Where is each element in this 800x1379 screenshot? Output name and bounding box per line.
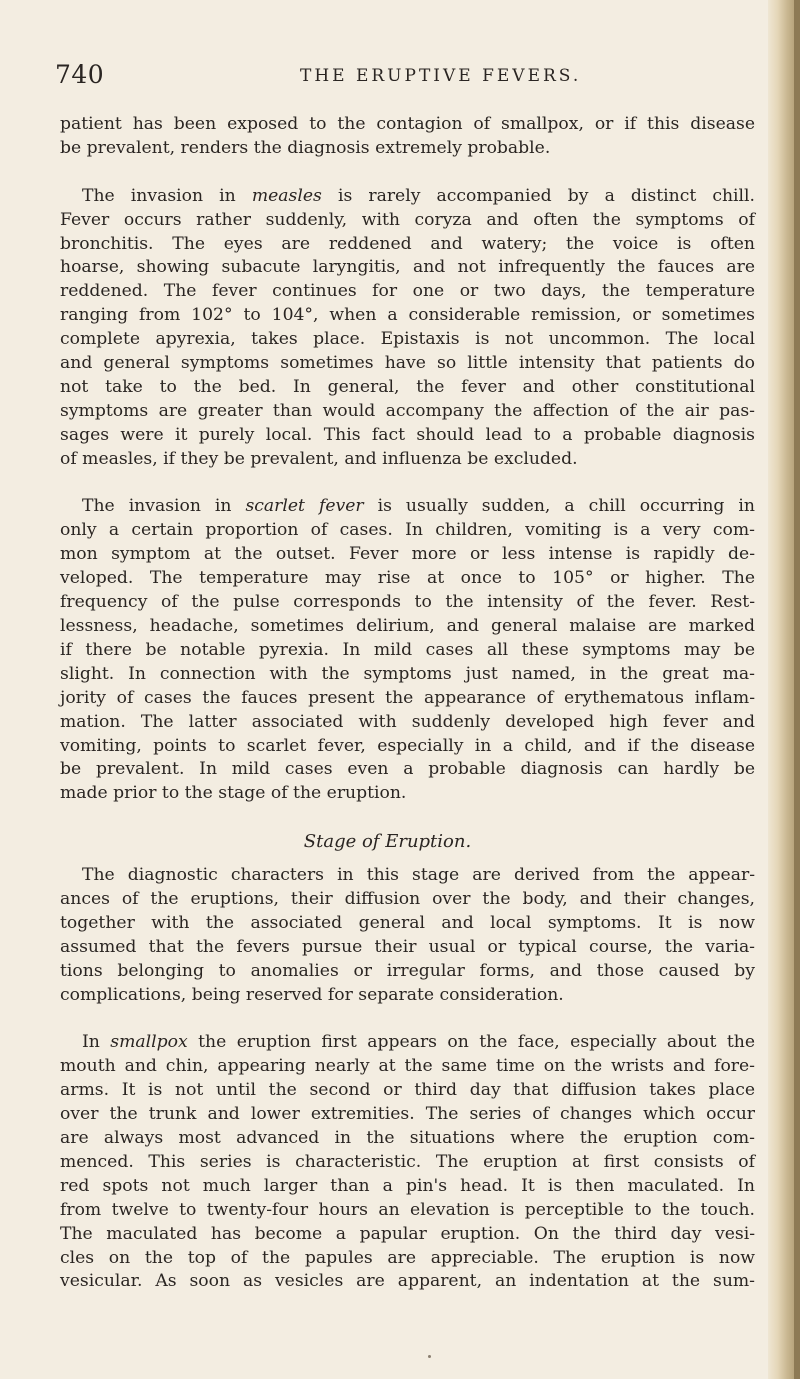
text-line: Fever occurs rather suddenly, with coryza and often the symptoms of	[60, 209, 755, 230]
text-line: made prior to the stage of the eruption.	[60, 783, 407, 804]
text-line: assumed that the fevers pursue their usual or typical course, the varia-	[60, 936, 755, 957]
section-heading: Stage of Eruption.	[303, 831, 472, 853]
text-line: The maculated has become a papular eruption. On the third day vesi-	[60, 1223, 755, 1244]
running-head: THE ERUPTIVE FEVERS.	[300, 66, 582, 86]
paragraph	[60, 113, 755, 161]
text-line: The invasion in measles is rarely accompanied by a distinct chill.	[82, 185, 755, 206]
text-line: cles on the top of the papules are appreciable. The eruption is now	[60, 1247, 755, 1268]
text-line: complete apyrexia, takes place. Epistaxis is not uncommon. The local	[60, 329, 755, 350]
text-line: vomiting, points to scarlet fever, especially in a child, and if the disease	[60, 735, 755, 756]
paragraph-measles	[60, 185, 755, 472]
paragraph-smallpox	[60, 1031, 755, 1294]
text-line: not take to the bed. In general, the fever and other constitutional	[60, 376, 755, 397]
page-edge-shadow	[768, 0, 800, 1379]
text-line: are always most advanced in the situations where the eruption com-	[60, 1128, 755, 1148]
text-line: together with the associated general and local symptoms. It is now	[60, 912, 755, 933]
text-line: symptoms are greater than would accompany the affection of the air pas-	[60, 400, 755, 421]
text-line: slight. In connection with the symptoms just named, in the great ma-	[60, 663, 755, 684]
text-line: lessness, headache, sometimes delirium, and general malaise are marked	[60, 616, 755, 636]
text-line: patient has been exposed to the contagion of smallpox, or if this disease	[60, 114, 755, 134]
text-line: arms. It is not until the second or third day that diffusion takes place	[60, 1080, 755, 1101]
body-text	[60, 113, 755, 1294]
text-line: ranging from 102° to 104°, when a considerable remission, or sometimes	[60, 305, 755, 326]
emphasized-term: scarlet fever	[245, 496, 364, 517]
text-line: bronchitis. The eyes are reddened and watery; the voice is often	[60, 233, 755, 254]
text-line: menced. This series is characteristic. The eruption at first consists of	[60, 1151, 755, 1172]
text-line: mation. The latter associated with suddenly developed high fever and	[60, 711, 755, 732]
text-line: frequency of the pulse corresponds to the intensity of the fever. Rest-	[60, 592, 755, 613]
text-line: only a certain proportion of cases. In children, vomiting is a very com-	[60, 520, 755, 541]
paragraph-scarlet-fever	[60, 495, 755, 806]
text-line: ances of the eruptions, their diffusion over the body, and their changes,	[60, 888, 755, 909]
text-line: if there be notable pyrexia. In mild cases all these symptoms may be	[60, 639, 755, 660]
text-line: vesicular. As soon as vesicles are apparent, an indentation at the sum-	[60, 1271, 755, 1292]
text-line: complications, being reserved for separate consideration.	[60, 984, 564, 1005]
page-number: 740	[55, 60, 105, 89]
text-line: be prevalent, renders the diagnosis extremely probable.	[60, 137, 551, 158]
text-line: reddened. The fever continues for one or two days, the temperature	[60, 281, 755, 302]
text-line: be prevalent. In mild cases even a probable diagnosis can hardly be	[60, 759, 755, 780]
text-line: mouth and chin, appearing nearly at the same time on the wrists and fore-	[60, 1056, 755, 1077]
text-line: and general symptoms sometimes have so little intensity that patients do	[60, 353, 755, 374]
text-line: In smallpox the eruption first appears on the face, especially about the	[82, 1032, 755, 1053]
emphasized-term: measles	[251, 185, 322, 206]
text-line: from twelve to twenty-four hours an elevation is perceptible to the touch.	[60, 1199, 755, 1220]
text-line: over the trunk and lower extremities. The series of changes which occur	[60, 1104, 755, 1125]
print-speck	[428, 1355, 431, 1358]
text-line: mon symptom at the outset. Fever more or less intense is rapidly de-	[60, 544, 755, 565]
page-header	[55, 60, 750, 90]
text-line: sages were it purely local. This fact should lead to a probable diagnosis	[60, 424, 755, 445]
text-line: jority of cases the fauces present the appearance of erythematous inflam-	[60, 687, 755, 708]
text-line: The invasion in scarlet fever is usually sudden, a chill occurring in	[82, 496, 755, 517]
paragraph-diagnostic-characters	[60, 864, 755, 1007]
emphasized-term: smallpox	[110, 1032, 188, 1053]
text-line: red spots not much larger than a pin's head. It is then maculated. In	[60, 1175, 755, 1196]
text-line: veloped. The temperature may rise at once to 105° or higher. The	[60, 568, 755, 589]
text-line: hoarse, showing subacute laryngitis, and not infrequently the fauces are	[60, 257, 755, 278]
text-line: The diagnostic characters in this stage are derived from the appear-	[82, 865, 755, 886]
text-line: of measles, if they be prevalent, and influenza be excluded.	[60, 448, 578, 469]
text-line: tions belonging to anomalies or irregular forms, and those caused by	[60, 960, 755, 981]
